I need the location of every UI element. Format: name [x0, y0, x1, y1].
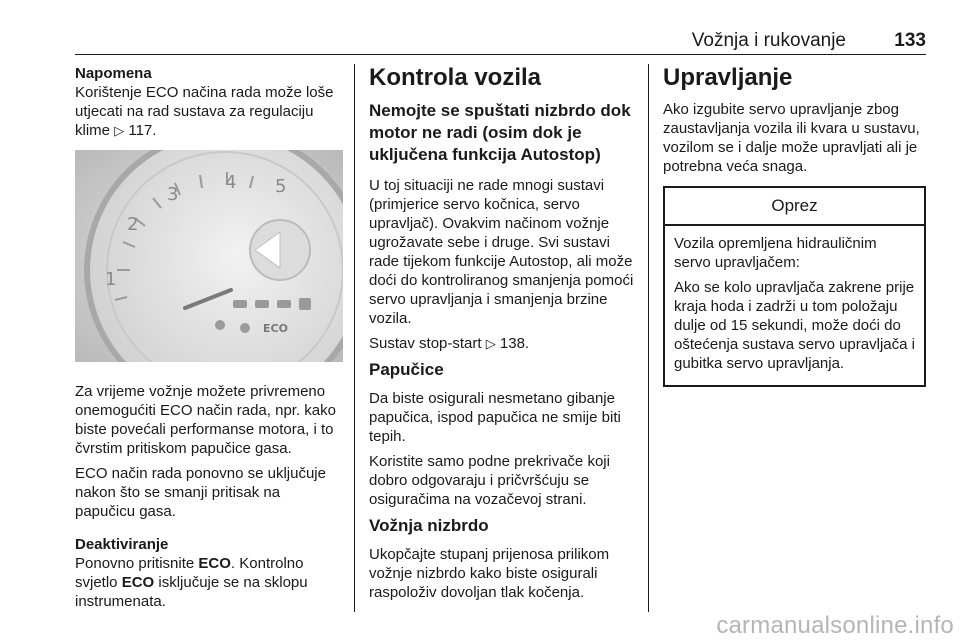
page-header — [75, 30, 926, 52]
paragraph-disable-eco: Za vrijeme vožnje možete privremeno onemogućiti ECO način rada, npr. kako biste povećali performanse motora, i to čvrstim pritiskom papučice gasa. — [75, 383, 336, 457]
watermark: carmanualsonline.info — [716, 612, 954, 639]
stop-start-reference — [369, 334, 634, 353]
cross-reference-triangle-icon: ▷ — [485, 336, 496, 351]
caution-box — [663, 186, 926, 387]
eco-light-term: ECO — [121, 574, 155, 591]
column-3 — [663, 64, 926, 387]
cross-reference-triangle-icon: ▷ — [114, 123, 125, 138]
header-title: Vožnja i rukovanje — [691, 30, 846, 51]
eco-button-term: ECO — [198, 555, 231, 572]
eco-indicator-label: ECO — [263, 322, 288, 335]
paragraph-pedals-2: Koristite samo podne prekrivače koji dobro odgovaraju i pričvršćuju se osiguračima na vozačevoj strani. — [369, 453, 610, 508]
column-divider-2 — [648, 64, 649, 612]
note-text — [75, 83, 343, 140]
page-number: 133 — [894, 30, 926, 51]
caution-body — [665, 226, 924, 385]
paragraph-steering: Ako izgubite servo upravljanje zbog zaustavljanja vozila ili kvara u sustavu, vozilom se i dalje može upravljati ali je potrebna veća snaga. — [663, 101, 920, 175]
column-divider-1 — [354, 64, 355, 612]
paragraph-reenable-eco: ECO način rada ponovno se uključuje nakon što se smanji pritisak na papučicu gasa. — [75, 465, 326, 520]
section-title-vehicle-control: Kontrola vozila — [369, 64, 542, 91]
note-page-ref[interactable]: 117. — [128, 122, 157, 139]
deact-part-c: . Kontrolno svjetlo — [75, 555, 304, 591]
gauge-number-1: 1 — [105, 269, 117, 290]
paragraph-systems-off: U toj situaciji ne rade mnogi sustavi (primjerice servo kočnica, servo upravljač). Ovakvim načinom vožnje ugrožavate sebe i druge. Svi sustavi rade tijekom funkcije Autostop, ali može doći do kontroliranog smanjenja pomoći servo upravljanja i smanjenja brzine vozila. — [369, 177, 634, 327]
gauge-number-4: 4 — [225, 172, 237, 193]
header-rule — [75, 54, 926, 55]
caution-paragraph-2: Ako se kolo upravljača zakrene prije kraja hoda i zadrži u tom položaju dulje od 15 sekundi, može doći do oštećenja sustava servo upravljača i gubitka servo upravljanja. — [674, 279, 915, 372]
paragraph-downhill: Ukopčajte stupanj prijenosa prilikom vožnje nizbrdo kako biste osigurali raspoloživ dovoljan tlak kočenja. — [369, 546, 610, 601]
gauge-number-3: 3 — [167, 184, 179, 205]
gauge-number-2: 2 — [127, 214, 139, 235]
paragraph-pedals-1: Da biste osigurali nesmetano gibanje papučica, ispod papučica ne smije biti tepih. — [369, 390, 621, 445]
section-title-pedals: Papučice — [369, 360, 444, 379]
caution-paragraph-1: Vozila opremljena hidrauličnim servo upravljačem: — [674, 235, 877, 271]
deact-part-a: Ponovno pritisnite — [75, 555, 199, 572]
eco-gauge-illustration — [75, 150, 343, 362]
deactivation-title: Deaktiviranje — [75, 536, 169, 553]
column-1 — [75, 64, 343, 617]
column-2 — [369, 64, 634, 608]
stop-start-text: Sustav stop-start — [369, 335, 482, 352]
section-title-steering: Upravljanje — [663, 64, 793, 91]
note-body: Korištenje ECO načina rada može loše utjecati na rad sustava za regulaciju klime — [75, 84, 334, 139]
section-title-downhill: Vožnja nizbrdo — [369, 516, 489, 535]
deact-part-e: isključuje se na sklopu instrumenata. — [75, 574, 308, 610]
note-title: Napomena — [75, 65, 152, 82]
subtitle-engine-off-downhill: Nemojte se spuštati nizbrdo dok motor ne radi (osim dok je uključena funkcija Autostop) — [369, 101, 631, 164]
eco-gauge-figure — [75, 150, 343, 362]
caution-title: Oprez — [665, 188, 924, 226]
stop-start-page-ref[interactable]: 138. — [499, 335, 530, 352]
deactivation-text — [75, 554, 343, 611]
gauge-number-5: 5 — [275, 176, 287, 197]
